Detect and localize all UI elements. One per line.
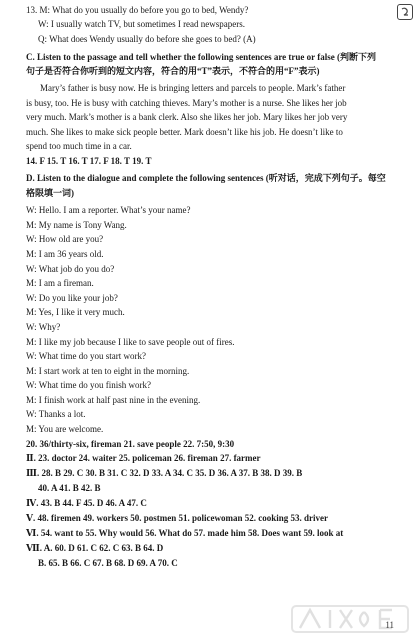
text-line: Mary’s father is busy now. He is bringing letters and parcels to people. Mark’s father	[40, 83, 346, 93]
text-line: is busy, too. He is busy with catching thieves. Mary’s mother is a nurse. She likes her job	[26, 98, 347, 108]
text-line: W: What job do you do?	[26, 264, 115, 274]
text-line: W: Thanks a lot.	[26, 409, 86, 419]
text-line: M: Yes, I like it very much.	[26, 307, 125, 317]
text-line: M: You are welcome.	[26, 424, 104, 434]
text-line: W: Hello. I am a reporter. What’s your name?	[26, 205, 191, 215]
text-line: 13. M: What do you usually do before you go to bed, Wendy?	[26, 5, 249, 15]
text-line: M: I am a fireman.	[26, 278, 94, 288]
text-line: 句子是否符合你听到的短文内容，符合的用“T”表示，不符合的用“F”表示)	[26, 66, 320, 76]
text-line: B. 65. B 66. C 67. B 68. D 69. A 70. C	[38, 558, 178, 568]
text-line: Ⅱ. 23. doctor 24. waiter 25. policeman 26. fireman 27. farmer	[26, 453, 261, 463]
text-line: M: I like my job because I like to save people out of fires.	[26, 337, 235, 347]
text-line: spend too much time in a car.	[26, 141, 132, 151]
watermark-logo	[290, 600, 410, 636]
text-line: M: My name is Tony Wang.	[26, 220, 127, 230]
text-line: W: How old are you?	[26, 234, 104, 244]
text-line: Q: What does Wendy usually do before she goes to bed? (A)	[38, 34, 256, 44]
text-line: much. She likes to make sick people better. Mark doesn’t like his job. He doesn’t like to	[26, 127, 343, 137]
text-line: Ⅴ. 48. firemen 49. workers 50. postmen 51. policewoman 52. cooking 53. driver	[26, 513, 329, 523]
text-line: 40. A 41. B 42. B	[38, 483, 101, 493]
text-line: 14. F 15. T 16. T 17. F 18. T 19. T	[26, 156, 152, 166]
text-line: Ⅵ. 54. want to 55. Why would 56. What do 57. made him 58. Does want 59. look at	[26, 528, 344, 538]
text-line: M: I finish work at half past nine in the evening.	[26, 395, 201, 405]
text-line: M: I am 36 years old.	[26, 249, 104, 259]
text-line: 格限填一词)	[26, 188, 74, 198]
text-line: C. Listen to the passage and tell whether the following sentences are true or false (判断下列	[26, 52, 376, 62]
text-line: 20. 36/thirty-six, fireman 21. save people 22. 7:50, 9:30	[26, 439, 235, 449]
text-line: Ⅳ. 43. B 44. F 45. D 46. A 47. C	[26, 498, 147, 508]
text-line: M: I start work at ten to eight in the morning.	[26, 366, 190, 376]
text-line: Ⅶ. A. 60. D 61. C 62. C 63. B 64. D	[26, 543, 164, 553]
text-line: W: What time do you finish work?	[26, 380, 151, 390]
text-line: W: Why?	[26, 322, 61, 332]
text-line: very much. Mark’s mother is a bank clerk. Also she likes her job. Mary likes her job very	[26, 112, 348, 122]
text-line: W: What time do you start work?	[26, 351, 146, 361]
text-line: W: Do you like your job?	[26, 293, 118, 303]
text-line: W: I usually watch TV, but sometimes I read newspapers.	[38, 19, 246, 29]
text-line: D. Listen to the dialogue and complete the following sentences (听对话，完成下列句子。每空	[26, 173, 386, 183]
text-line: Ⅲ. 28. B 29. C 30. B 31. C 32. D 33. A 34. C 35. D 36. A 37. B 38. D 39. B	[26, 468, 303, 478]
page-number: 11	[385, 620, 394, 630]
